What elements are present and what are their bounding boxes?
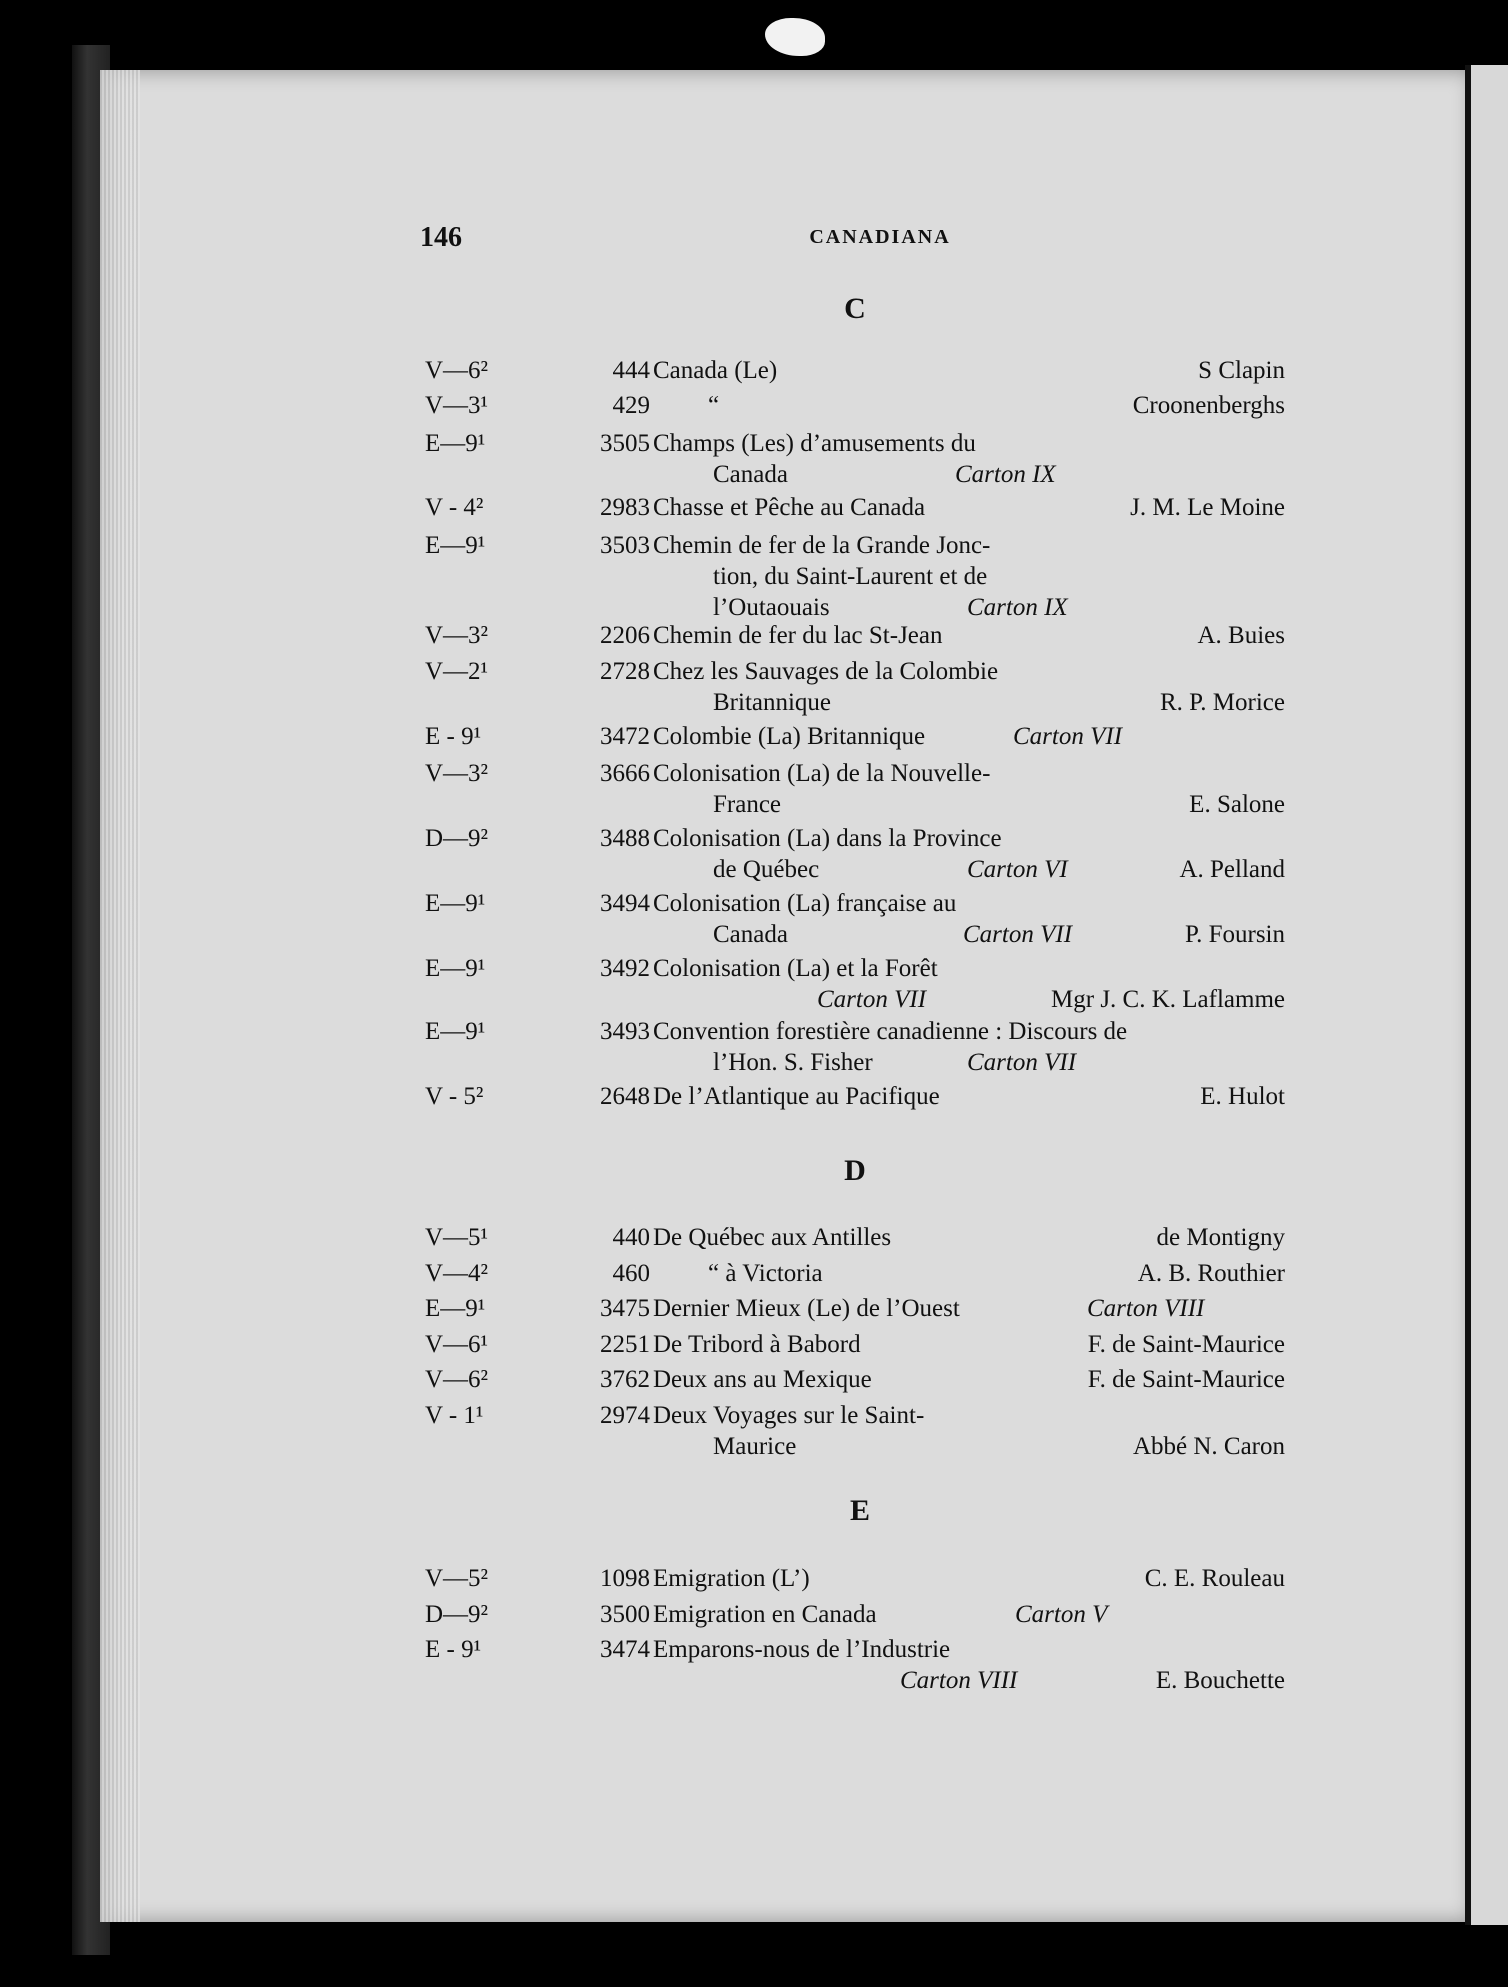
entry-title: De Québec aux Antilles <box>653 1224 892 1251</box>
shelf-code: E—9¹ <box>425 532 486 559</box>
shelf-code: V—6² <box>425 1366 489 1393</box>
entry-title: Chemin de fer de la Grande Jonc- <box>653 532 991 559</box>
entry-title: Colonisation (La) française au <box>653 890 957 917</box>
shelf-code: V—4² <box>425 1260 489 1287</box>
shelf-code: V—3¹ <box>425 392 489 419</box>
entry-title: “ <box>708 392 720 419</box>
shelf-code: V—5¹ <box>425 1224 489 1251</box>
shelf-code: E - 9¹ <box>425 1636 482 1663</box>
entry-carton: Carton IX <box>967 594 1068 621</box>
shelf-code: V - 5² <box>425 1083 484 1110</box>
running-title: CANADIANA <box>809 226 951 248</box>
entry-number: 3492 <box>600 955 650 982</box>
page-header <box>420 222 1280 262</box>
entry-carton: Carton VII <box>963 921 1073 948</box>
entry-title-continued: de Québec <box>713 856 820 883</box>
entry-title: Chez les Sauvages de la Colombie <box>653 658 999 685</box>
shelf-code: V—2¹ <box>425 658 489 685</box>
entry-number: 3500 <box>600 1601 650 1628</box>
entry-title: Convention forestière canadienne : Discours de <box>653 1018 1128 1045</box>
entry-title: De Tribord à Babord <box>653 1331 861 1358</box>
entry-number: 3474 <box>600 1636 650 1663</box>
entry-author: E. Hulot <box>1200 1083 1285 1110</box>
entry-author: E. Bouchette <box>1155 1667 1285 1694</box>
entry-author: F. de Saint-Maurice <box>1087 1366 1285 1393</box>
entry-author: P. Foursin <box>1184 921 1285 948</box>
entry-title: Deux Voyages sur le Saint- <box>653 1402 925 1429</box>
shelf-code: V - 4² <box>425 494 484 521</box>
entry-title: Canada (Le) <box>653 357 778 384</box>
entry-author: E. Salone <box>1189 791 1285 818</box>
entry-title-continued: l’Outaouais <box>713 594 830 621</box>
shelf-code: V—5² <box>425 1565 489 1592</box>
shelf-code: E—9¹ <box>425 430 486 457</box>
shelf-code: V—6² <box>425 357 489 384</box>
entry-carton: Carton VII <box>817 986 927 1013</box>
entry-title: Champs (Les) d’amusements du <box>653 430 976 457</box>
entry-number: 460 <box>612 1260 650 1287</box>
shelf-code: E - 9¹ <box>425 723 482 750</box>
entry-carton: Carton VI <box>967 856 1068 883</box>
entry-carton: Carton IX <box>955 461 1056 488</box>
shelf-code: E—9¹ <box>425 1295 486 1322</box>
entry-number: 3475 <box>600 1295 650 1322</box>
entry-title-continued: Canada <box>713 921 788 948</box>
entry-author: R. P. Morice <box>1160 689 1285 716</box>
entry-carton: Carton VII <box>1013 723 1123 750</box>
entry-number: 2206 <box>600 622 650 649</box>
entry-title: Emigration (L’) <box>653 1565 810 1592</box>
entry-author: A. Pelland <box>1179 856 1285 883</box>
entry-number: 3494 <box>600 890 650 917</box>
entry-number: 3503 <box>600 532 650 559</box>
entry-title: Deux ans au Mexique <box>653 1366 872 1393</box>
entry-carton: Carton V <box>1015 1601 1108 1628</box>
entry-title: Chasse et Pêche au Canada <box>653 494 926 521</box>
entry-author: de Montigny <box>1156 1224 1285 1251</box>
entry-author: F. de Saint-Maurice <box>1087 1331 1285 1358</box>
entry-title: Colonisation (La) et la Forêt <box>653 955 938 982</box>
shelf-code: E—9¹ <box>425 890 486 917</box>
entry-carton: Carton VII <box>967 1049 1077 1076</box>
entry-title-continued: l’Hon. S. Fisher <box>713 1049 873 1076</box>
entry-carton: Carton VIII <box>900 1667 1018 1694</box>
entry-number: 2648 <box>600 1083 650 1110</box>
page-number: 146 <box>420 222 462 253</box>
entry-title-continued: Britannique <box>713 689 832 716</box>
entry-author: Mgr J. C. K. Laflamme <box>1051 986 1285 1013</box>
entry-title: De l’Atlantique au Pacifique <box>653 1083 940 1110</box>
entry-author: J. M. Le Moine <box>1130 494 1285 521</box>
shelf-code: V - 1¹ <box>425 1402 484 1429</box>
facing-page-edge <box>1465 65 1508 1925</box>
entry-title-continued: tion, du Saint-Laurent et de <box>713 563 988 590</box>
entry-title: Emigration en Canada <box>653 1601 877 1628</box>
entry-title: Colonisation (La) dans la Province <box>653 825 1002 852</box>
shelf-code: V—3² <box>425 760 489 787</box>
shelf-code: D—9² <box>425 1601 489 1628</box>
shelf-code: V—6¹ <box>425 1331 489 1358</box>
entry-title: Colombie (La) Britannique <box>653 723 926 750</box>
section-letter-e: E <box>849 1494 870 1527</box>
entry-number: 2728 <box>600 658 650 685</box>
entry-number: 3493 <box>600 1018 650 1045</box>
entry-number: 440 <box>612 1224 650 1251</box>
entry-number: 2251 <box>600 1331 650 1358</box>
entry-author: Abbé N. Caron <box>1132 1433 1285 1460</box>
entry-author: S Clapin <box>1198 357 1285 384</box>
entry-number: 444 <box>612 357 650 384</box>
entry-number: 429 <box>612 392 650 419</box>
entry-number: 3762 <box>600 1366 650 1393</box>
entry-author: A. Buies <box>1197 622 1285 649</box>
entry-number: 2974 <box>600 1402 650 1429</box>
entry-number: 3505 <box>600 430 650 457</box>
page-stack-edges <box>100 70 140 1922</box>
entry-title: “ à Victoria <box>708 1260 823 1287</box>
entry-title-continued: Canada <box>713 461 788 488</box>
shelf-code: V—3² <box>425 622 489 649</box>
entry-title: Emparons-nous de l’Industrie <box>653 1636 951 1663</box>
entry-number: 3666 <box>600 760 650 787</box>
entry-carton: Carton VIII <box>1087 1295 1205 1322</box>
shelf-code: E—9¹ <box>425 955 486 982</box>
entry-title-continued: France <box>713 791 782 818</box>
entry-number: 2983 <box>600 494 650 521</box>
entry-title-continued: Maurice <box>713 1433 797 1460</box>
entry-number: 3472 <box>600 723 650 750</box>
section-letter-d: D <box>844 1154 866 1187</box>
entry-author: Croonenberghs <box>1132 392 1285 419</box>
shelf-code: E—9¹ <box>425 1018 486 1045</box>
entry-title: Chemin de fer du lac St-Jean <box>653 622 943 649</box>
entry-title: Dernier Mieux (Le) de l’Ouest <box>653 1295 960 1322</box>
entry-number: 1098 <box>600 1565 650 1592</box>
entry-author: A. B. Routhier <box>1137 1260 1285 1287</box>
section-letter-c: C <box>844 292 866 325</box>
shelf-code: D—9² <box>425 825 489 852</box>
entry-number: 3488 <box>600 825 650 852</box>
entry-title: Colonisation (La) de la Nouvelle- <box>653 760 991 787</box>
entry-author: C. E. Rouleau <box>1144 1565 1285 1592</box>
